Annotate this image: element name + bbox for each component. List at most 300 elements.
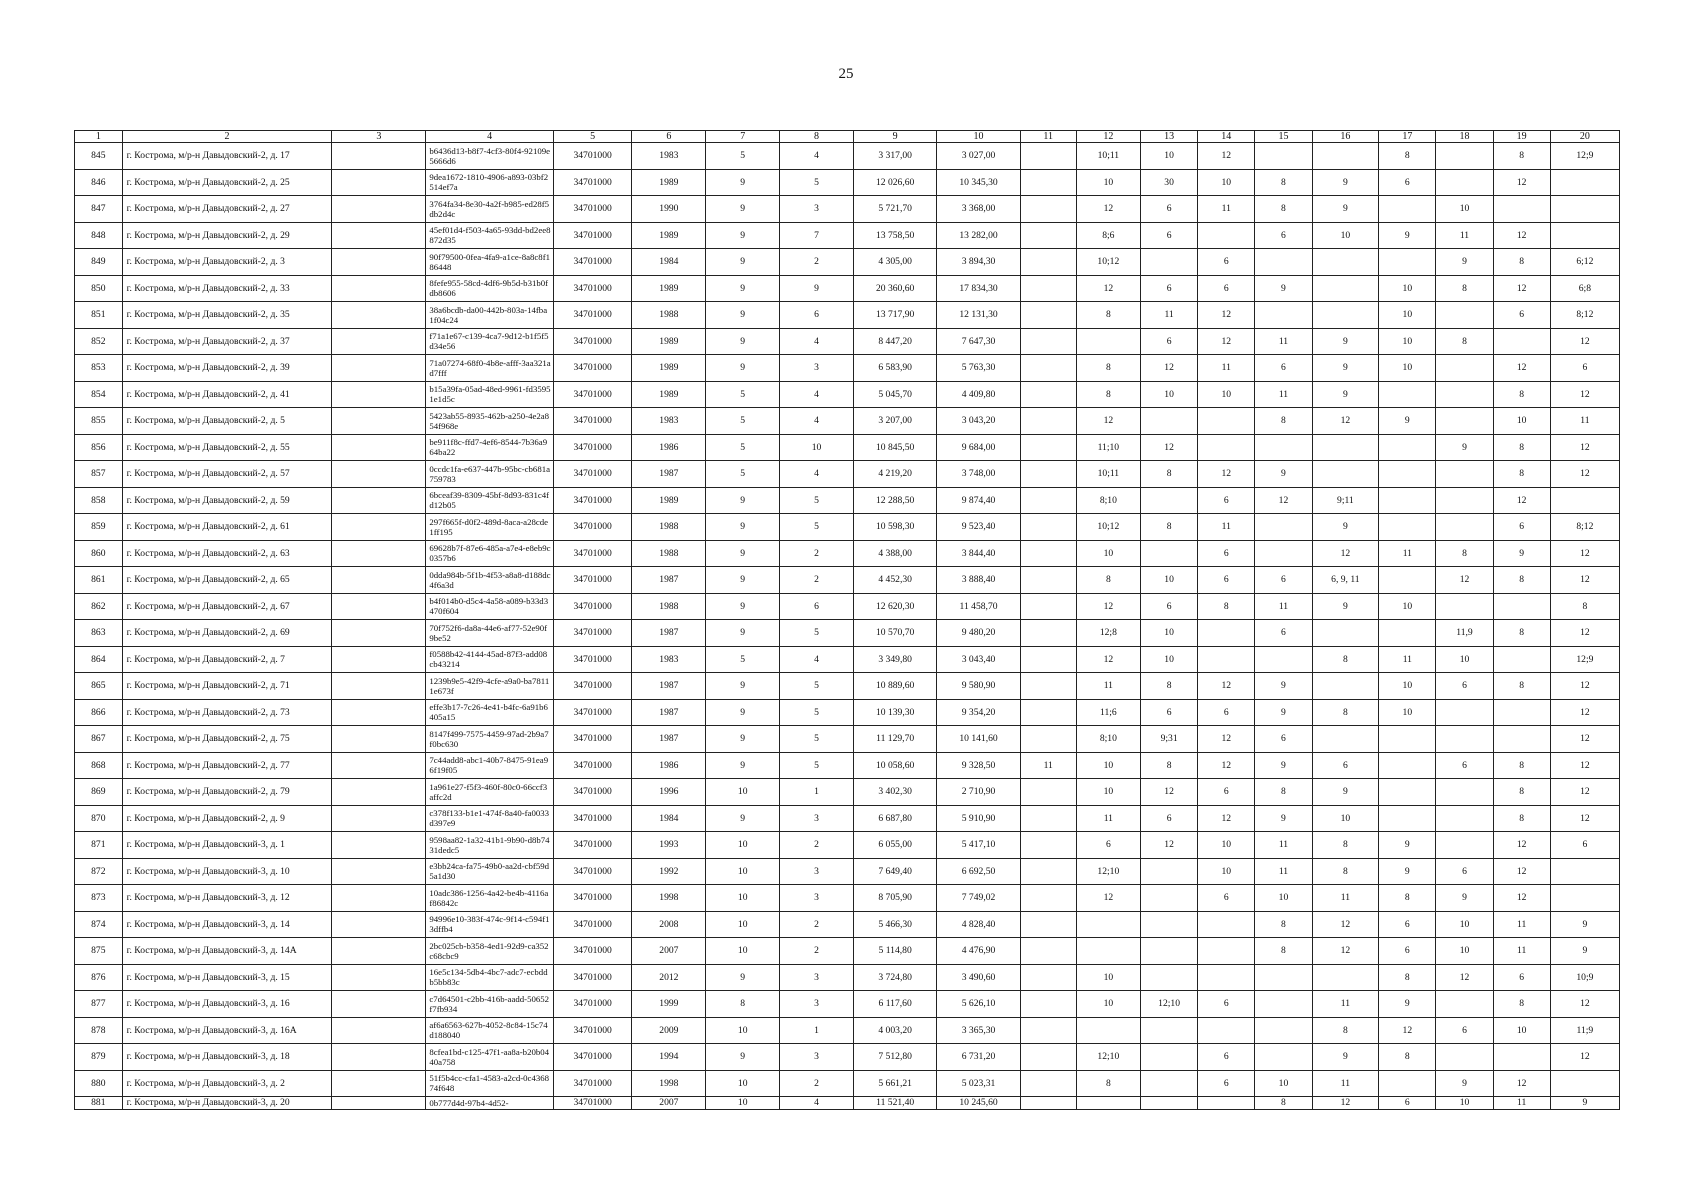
cell-col-3 <box>332 1017 426 1044</box>
cell-col-20 <box>1550 169 1619 196</box>
cell-floors: 9 <box>706 964 780 991</box>
cell-living-area: 3 027,00 <box>937 143 1020 170</box>
table-row <box>75 620 1620 647</box>
cell-col-15: 9 <box>1255 805 1312 832</box>
cell-col-13 <box>1141 540 1198 567</box>
cell-col-19: 8 <box>1493 673 1550 700</box>
cell-floors: 9 <box>706 487 780 514</box>
cell-col-16 <box>1312 302 1379 329</box>
cell-col-20: 12 <box>1550 381 1619 408</box>
cell-col-16 <box>1312 143 1379 170</box>
table-row <box>75 911 1620 938</box>
cell-col-18: 8 <box>1436 328 1493 355</box>
cell-year-built: 1987 <box>632 620 706 647</box>
cell-col-3 <box>332 222 426 249</box>
cell-col-16: 8 <box>1312 646 1379 673</box>
cell-col-13: 10 <box>1141 646 1198 673</box>
column-header-11: 11 <box>1020 131 1076 143</box>
cell-col-18 <box>1436 832 1493 859</box>
cell-col-13: 6 <box>1141 593 1198 620</box>
cell-year-built: 1987 <box>632 567 706 594</box>
cell-col-19: 12 <box>1493 355 1550 382</box>
cell-col-3 <box>332 752 426 779</box>
cell-row-number: 873 <box>75 885 123 912</box>
cell-guid: 0dda984b-5f1b-4f53-a8a8-d188dc4f6a3d <box>426 567 553 594</box>
cell-col-13: 12 <box>1141 779 1198 806</box>
table-row <box>75 699 1620 726</box>
cell-oktmo-code: 34701000 <box>553 302 632 329</box>
cell-col-17 <box>1379 567 1436 594</box>
column-header-4: 4 <box>426 131 553 143</box>
cell-col-13 <box>1141 885 1198 912</box>
cell-row-number: 845 <box>75 143 123 170</box>
cell-col-17 <box>1379 779 1436 806</box>
cell-year-built: 1983 <box>632 143 706 170</box>
cell-address: г. Кострома, м/р-н Давыдовский-2, д. 25 <box>122 169 332 196</box>
cell-col-14: 12 <box>1198 673 1255 700</box>
cell-col-14: 6 <box>1198 991 1255 1018</box>
cell-row-number: 856 <box>75 434 123 461</box>
cell-col-16: 9 <box>1312 1044 1379 1071</box>
cell-col-13: 6 <box>1141 805 1198 832</box>
cell-col-19 <box>1493 646 1550 673</box>
cell-col-12: 10;12 <box>1076 514 1140 541</box>
cell-col-18: 10 <box>1436 646 1493 673</box>
cell-guid: 6bceaf39-8309-45bf-8d93-831c4fd12b05 <box>426 487 553 514</box>
cell-row-number: 864 <box>75 646 123 673</box>
cell-col-18: 10 <box>1436 196 1493 223</box>
cell-oktmo-code: 34701000 <box>553 275 632 302</box>
cell-col-13: 10 <box>1141 620 1198 647</box>
cell-year-built: 1994 <box>632 1044 706 1071</box>
cell-year-built: 1986 <box>632 434 706 461</box>
cell-col-15: 11 <box>1255 858 1312 885</box>
cell-col-18 <box>1436 381 1493 408</box>
cell-year-built: 1989 <box>632 381 706 408</box>
cell-oktmo-code: 34701000 <box>553 805 632 832</box>
cell-col-11 <box>1020 487 1076 514</box>
column-header-9: 9 <box>853 131 936 143</box>
cell-col-19: 8 <box>1493 434 1550 461</box>
cell-oktmo-code: 34701000 <box>553 408 632 435</box>
cell-col-15: 6 <box>1255 567 1312 594</box>
cell-col-19: 8 <box>1493 991 1550 1018</box>
cell-col-20: 12 <box>1550 434 1619 461</box>
column-header-16: 16 <box>1312 131 1379 143</box>
cell-col-15: 9 <box>1255 673 1312 700</box>
cell-address: г. Кострома, м/р-н Давыдовский-2, д. 17 <box>122 143 332 170</box>
cell-row-number: 853 <box>75 355 123 382</box>
cell-guid: 8147f499-7575-4459-97ad-2b9a7f0bc630 <box>426 726 553 753</box>
cell-col-13 <box>1141 858 1198 885</box>
cell-floors: 9 <box>706 673 780 700</box>
table-row <box>75 196 1620 223</box>
cell-living-area: 11 458,70 <box>937 593 1020 620</box>
cell-col-12: 12 <box>1076 885 1140 912</box>
cell-entrances: 2 <box>780 249 854 276</box>
cell-col-18 <box>1436 169 1493 196</box>
cell-col-3 <box>332 673 426 700</box>
cell-living-area: 3 748,00 <box>937 461 1020 488</box>
cell-address: г. Кострома, м/р-н Давыдовский-2, д. 77 <box>122 752 332 779</box>
cell-floors: 9 <box>706 328 780 355</box>
cell-col-19: 12 <box>1493 1070 1550 1097</box>
cell-col-17: 10 <box>1379 593 1436 620</box>
cell-col-12: 10 <box>1076 991 1140 1018</box>
cell-col-19 <box>1493 726 1550 753</box>
cell-col-18: 9 <box>1436 885 1493 912</box>
cell-floors: 9 <box>706 169 780 196</box>
column-header-2: 2 <box>122 131 332 143</box>
cell-col-11 <box>1020 328 1076 355</box>
column-header-1: 1 <box>75 131 123 143</box>
cell-col-16: 12 <box>1312 938 1379 965</box>
cell-entrances: 4 <box>780 408 854 435</box>
cell-col-11 <box>1020 911 1076 938</box>
cell-col-3 <box>332 514 426 541</box>
cell-col-14: 10 <box>1198 381 1255 408</box>
cell-col-14 <box>1198 964 1255 991</box>
cell-col-11 <box>1020 275 1076 302</box>
cell-floors: 10 <box>706 1097 780 1110</box>
cell-col-3 <box>332 699 426 726</box>
cell-entrances: 2 <box>780 832 854 859</box>
cell-year-built: 1999 <box>632 991 706 1018</box>
cell-entrances: 6 <box>780 593 854 620</box>
cell-col-12 <box>1076 1017 1140 1044</box>
table-row <box>75 964 1620 991</box>
cell-guid: 7c44add8-abc1-40b7-8475-91ea96f19f05 <box>426 752 553 779</box>
cell-year-built: 1988 <box>632 302 706 329</box>
cell-year-built: 1993 <box>632 832 706 859</box>
table-row <box>75 169 1620 196</box>
cell-oktmo-code: 34701000 <box>553 885 632 912</box>
cell-year-built: 1998 <box>632 1070 706 1097</box>
cell-col-17 <box>1379 514 1436 541</box>
cell-col-15: 9 <box>1255 461 1312 488</box>
cell-floors: 10 <box>706 911 780 938</box>
table-row <box>75 646 1620 673</box>
cell-row-number: 857 <box>75 461 123 488</box>
cell-col-14 <box>1198 620 1255 647</box>
cell-guid: be911f8c-ffd7-4ef6-8544-7b36a964ba22 <box>426 434 553 461</box>
cell-guid: c378f133-b1e1-474f-8a40-fa0033d397e9 <box>426 805 553 832</box>
cell-col-11 <box>1020 461 1076 488</box>
cell-col-16: 9 <box>1312 328 1379 355</box>
cell-col-11 <box>1020 620 1076 647</box>
cell-row-number: 861 <box>75 567 123 594</box>
cell-address: г. Кострома, м/р-н Давыдовский-2, д. 5 <box>122 408 332 435</box>
cell-address: г. Кострома, м/р-н Давыдовский-2, д. 59 <box>122 487 332 514</box>
cell-floors: 10 <box>706 938 780 965</box>
cell-col-11 <box>1020 1044 1076 1071</box>
cell-guid: 8fefe955-58cd-4df6-9b5d-b31b0fdb8606 <box>426 275 553 302</box>
cell-col-11 <box>1020 434 1076 461</box>
cell-col-13: 10 <box>1141 381 1198 408</box>
cell-col-16: 12 <box>1312 408 1379 435</box>
cell-col-12: 6 <box>1076 832 1140 859</box>
cell-col-3 <box>332 620 426 647</box>
cell-entrances: 3 <box>780 885 854 912</box>
cell-col-16: 9;11 <box>1312 487 1379 514</box>
cell-entrances: 1 <box>780 1017 854 1044</box>
cell-col-17: 9 <box>1379 858 1436 885</box>
cell-total-area: 10 139,30 <box>853 699 936 726</box>
cell-entrances: 6 <box>780 302 854 329</box>
cell-col-12: 12 <box>1076 196 1140 223</box>
table-row <box>75 514 1620 541</box>
cell-total-area: 12 620,30 <box>853 593 936 620</box>
cell-living-area: 10 345,30 <box>937 169 1020 196</box>
table-row <box>75 858 1620 885</box>
cell-year-built: 2007 <box>632 1097 706 1110</box>
table-row <box>75 1097 1620 1110</box>
cell-floors: 10 <box>706 885 780 912</box>
cell-col-11 <box>1020 885 1076 912</box>
cell-floors: 9 <box>706 275 780 302</box>
cell-living-area: 9 480,20 <box>937 620 1020 647</box>
cell-total-area: 11 129,70 <box>853 726 936 753</box>
table-row <box>75 328 1620 355</box>
cell-address: г. Кострома, м/р-н Давыдовский-2, д. 33 <box>122 275 332 302</box>
cell-col-17: 11 <box>1379 540 1436 567</box>
cell-living-area: 3 043,20 <box>937 408 1020 435</box>
cell-col-3 <box>332 805 426 832</box>
cell-col-11 <box>1020 779 1076 806</box>
cell-guid: 0b777d4d-97b4-4d52- <box>426 1097 553 1110</box>
cell-col-15 <box>1255 991 1312 1018</box>
cell-col-20: 6;12 <box>1550 249 1619 276</box>
table-row <box>75 567 1620 594</box>
cell-oktmo-code: 34701000 <box>553 567 632 594</box>
cell-col-13 <box>1141 1017 1198 1044</box>
cell-col-17 <box>1379 620 1436 647</box>
cell-col-14: 11 <box>1198 514 1255 541</box>
cell-address: г. Кострома, м/р-н Давыдовский-2, д. 61 <box>122 514 332 541</box>
cell-living-area: 10 245,60 <box>937 1097 1020 1110</box>
cell-guid: af6a6563-627b-4052-8c84-15c74d188040 <box>426 1017 553 1044</box>
cell-year-built: 1989 <box>632 222 706 249</box>
cell-oktmo-code: 34701000 <box>553 938 632 965</box>
table-row <box>75 461 1620 488</box>
cell-entrances: 4 <box>780 381 854 408</box>
cell-col-11 <box>1020 699 1076 726</box>
cell-oktmo-code: 34701000 <box>553 911 632 938</box>
cell-col-3 <box>332 726 426 753</box>
column-header-14: 14 <box>1198 131 1255 143</box>
cell-col-18 <box>1436 991 1493 1018</box>
cell-floors: 10 <box>706 858 780 885</box>
cell-col-12: 10 <box>1076 779 1140 806</box>
cell-col-20: 12 <box>1550 991 1619 1018</box>
cell-col-19: 11 <box>1493 911 1550 938</box>
cell-living-area: 9 684,00 <box>937 434 1020 461</box>
cell-col-17 <box>1379 196 1436 223</box>
cell-address: г. Кострома, м/р-н Давыдовский-3, д. 18 <box>122 1044 332 1071</box>
cell-col-17: 10 <box>1379 673 1436 700</box>
cell-col-15: 11 <box>1255 593 1312 620</box>
cell-row-number: 880 <box>75 1070 123 1097</box>
cell-col-16 <box>1312 461 1379 488</box>
cell-col-17: 8 <box>1379 964 1436 991</box>
cell-living-area: 6 731,20 <box>937 1044 1020 1071</box>
cell-year-built: 1988 <box>632 540 706 567</box>
cell-col-17 <box>1379 487 1436 514</box>
cell-col-20: 10;9 <box>1550 964 1619 991</box>
cell-col-18: 12 <box>1436 964 1493 991</box>
cell-col-3 <box>332 911 426 938</box>
cell-guid: 10adc386-1256-4a42-be4b-4116af86842c <box>426 885 553 912</box>
cell-col-14: 12 <box>1198 752 1255 779</box>
cell-col-17: 10 <box>1379 328 1436 355</box>
cell-col-13: 12;10 <box>1141 991 1198 1018</box>
cell-col-3 <box>332 991 426 1018</box>
cell-col-17: 6 <box>1379 938 1436 965</box>
cell-col-14 <box>1198 938 1255 965</box>
cell-floors: 5 <box>706 646 780 673</box>
cell-address: г. Кострома, м/р-н Давыдовский-2, д. 39 <box>122 355 332 382</box>
cell-col-12 <box>1076 328 1140 355</box>
cell-col-17 <box>1379 752 1436 779</box>
cell-col-3 <box>332 355 426 382</box>
cell-col-16 <box>1312 275 1379 302</box>
cell-col-12: 8;10 <box>1076 726 1140 753</box>
cell-total-area: 4 003,20 <box>853 1017 936 1044</box>
cell-col-12: 12 <box>1076 646 1140 673</box>
cell-col-20: 12 <box>1550 567 1619 594</box>
cell-col-15: 9 <box>1255 752 1312 779</box>
cell-col-11 <box>1020 514 1076 541</box>
cell-col-16 <box>1312 673 1379 700</box>
cell-col-20 <box>1550 222 1619 249</box>
cell-guid: 0ccdc1fa-e637-447b-95bc-cb681a759783 <box>426 461 553 488</box>
cell-address: г. Кострома, м/р-н Давыдовский-2, д. 7 <box>122 646 332 673</box>
cell-address: г. Кострома, м/р-н Давыдовский-3, д. 15 <box>122 964 332 991</box>
cell-col-16: 10 <box>1312 222 1379 249</box>
cell-guid: 70f752f6-da8a-44e6-af77-52e90f9be52 <box>426 620 553 647</box>
cell-col-13: 8 <box>1141 461 1198 488</box>
cell-guid: 69628b7f-87e6-485a-a7e4-e8eb9c0357b6 <box>426 540 553 567</box>
cell-col-12: 10 <box>1076 169 1140 196</box>
cell-entrances: 3 <box>780 991 854 1018</box>
cell-oktmo-code: 34701000 <box>553 673 632 700</box>
cell-col-19: 11 <box>1493 938 1550 965</box>
cell-year-built: 1983 <box>632 646 706 673</box>
cell-guid: f0588b42-4144-45ad-87f3-add08cb43214 <box>426 646 553 673</box>
cell-col-19: 8 <box>1493 143 1550 170</box>
cell-col-15: 11 <box>1255 381 1312 408</box>
cell-entrances: 2 <box>780 567 854 594</box>
cell-guid: f71a1e67-c139-4ca7-9d12-b1f5f5d34e56 <box>426 328 553 355</box>
cell-total-area: 3 402,30 <box>853 779 936 806</box>
cell-col-3 <box>332 593 426 620</box>
cell-year-built: 1989 <box>632 487 706 514</box>
cell-oktmo-code: 34701000 <box>553 461 632 488</box>
cell-col-19: 10 <box>1493 408 1550 435</box>
cell-year-built: 1987 <box>632 726 706 753</box>
cell-living-area: 5 023,31 <box>937 1070 1020 1097</box>
cell-col-18 <box>1436 514 1493 541</box>
table-row <box>75 938 1620 965</box>
cell-year-built: 2008 <box>632 911 706 938</box>
cell-floors: 10 <box>706 1070 780 1097</box>
cell-address: г. Кострома, м/р-н Давыдовский-3, д. 16 <box>122 991 332 1018</box>
cell-col-16: 12 <box>1312 911 1379 938</box>
cell-col-14: 12 <box>1198 805 1255 832</box>
cell-col-18 <box>1436 1044 1493 1071</box>
cell-address: г. Кострома, м/р-н Давыдовский-2, д. 3 <box>122 249 332 276</box>
cell-guid: 1239b9e5-42f9-4cfe-a9a0-ba78111e673f <box>426 673 553 700</box>
cell-col-3 <box>332 461 426 488</box>
cell-floors: 8 <box>706 991 780 1018</box>
cell-address: г. Кострома, м/р-н Давыдовский-2, д. 65 <box>122 567 332 594</box>
cell-col-11 <box>1020 964 1076 991</box>
cell-entrances: 5 <box>780 726 854 753</box>
cell-total-area: 12 026,60 <box>853 169 936 196</box>
table-row <box>75 540 1620 567</box>
cell-col-20 <box>1550 487 1619 514</box>
cell-col-15: 6 <box>1255 726 1312 753</box>
cell-address: г. Кострома, м/р-н Давыдовский-2, д. 57 <box>122 461 332 488</box>
cell-total-area: 13 717,90 <box>853 302 936 329</box>
cell-entrances: 3 <box>780 858 854 885</box>
cell-col-3 <box>332 196 426 223</box>
cell-col-11: 11 <box>1020 752 1076 779</box>
cell-col-14: 12 <box>1198 302 1255 329</box>
cell-col-3 <box>332 885 426 912</box>
cell-col-15 <box>1255 434 1312 461</box>
cell-year-built: 1996 <box>632 779 706 806</box>
cell-oktmo-code: 34701000 <box>553 169 632 196</box>
cell-col-17: 6 <box>1379 1097 1436 1110</box>
cell-col-18 <box>1436 355 1493 382</box>
cell-col-14: 11 <box>1198 355 1255 382</box>
cell-col-17: 10 <box>1379 699 1436 726</box>
cell-col-18: 9 <box>1436 434 1493 461</box>
cell-oktmo-code: 34701000 <box>553 355 632 382</box>
cell-col-15: 12 <box>1255 487 1312 514</box>
cell-entrances: 4 <box>780 646 854 673</box>
cell-col-20: 12 <box>1550 752 1619 779</box>
cell-living-area: 6 692,50 <box>937 858 1020 885</box>
cell-col-20: 9 <box>1550 938 1619 965</box>
cell-entrances: 2 <box>780 540 854 567</box>
cell-entrances: 4 <box>780 328 854 355</box>
cell-col-13: 12 <box>1141 832 1198 859</box>
cell-col-20: 12 <box>1550 461 1619 488</box>
cell-col-20: 8 <box>1550 593 1619 620</box>
cell-col-11 <box>1020 302 1076 329</box>
cell-col-18: 6 <box>1436 1017 1493 1044</box>
cell-floors: 9 <box>706 567 780 594</box>
cell-col-12: 8 <box>1076 1070 1140 1097</box>
cell-col-19: 12 <box>1493 885 1550 912</box>
cell-living-area: 3 844,40 <box>937 540 1020 567</box>
cell-oktmo-code: 34701000 <box>553 487 632 514</box>
cell-row-number: 869 <box>75 779 123 806</box>
cell-total-area: 10 845,50 <box>853 434 936 461</box>
cell-col-13 <box>1141 1044 1198 1071</box>
cell-col-12: 12;8 <box>1076 620 1140 647</box>
cell-col-18 <box>1436 461 1493 488</box>
cell-col-14: 6 <box>1198 275 1255 302</box>
cell-floors: 9 <box>706 514 780 541</box>
cell-address: г. Кострома, м/р-н Давыдовский-2, д. 63 <box>122 540 332 567</box>
cell-col-17: 8 <box>1379 885 1436 912</box>
cell-col-14: 6 <box>1198 779 1255 806</box>
cell-col-20: 9 <box>1550 911 1619 938</box>
cell-col-11 <box>1020 169 1076 196</box>
